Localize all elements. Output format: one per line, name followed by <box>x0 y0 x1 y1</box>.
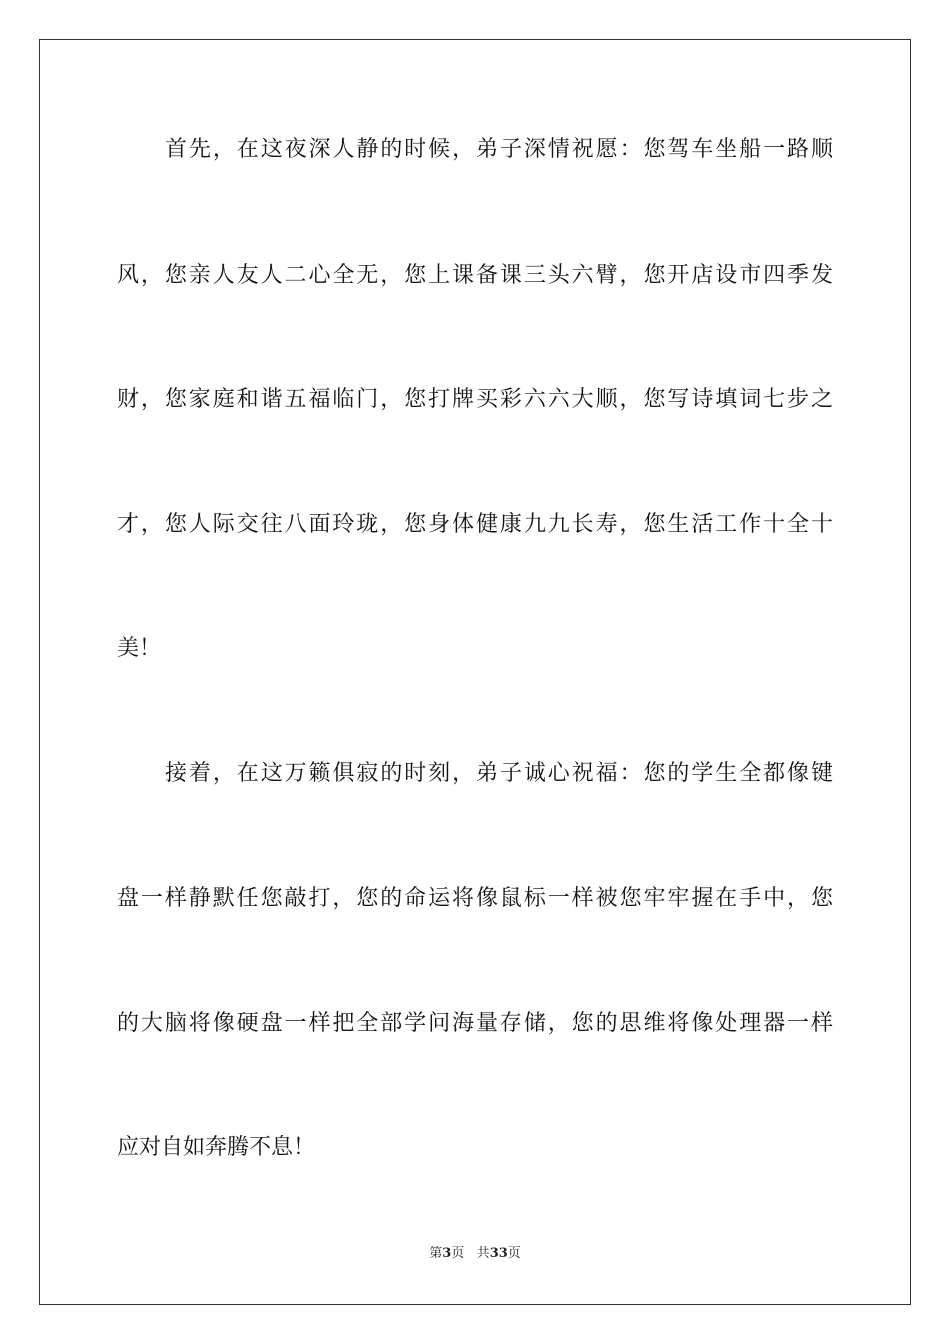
footer-total-suffix: 页 <box>507 1246 521 1261</box>
paragraph-2-line-3: 的大脑将像硬盘一样把全部学问海量存储，您的思维将像处理器一样 <box>117 1011 833 1036</box>
page-border <box>39 39 911 1305</box>
paragraph-2-line-1: 接着，在这万籁俱寂的时刻，弟子诚心祝福：您的学生全都像键 <box>165 761 833 786</box>
paragraph-2-line-2: 盘一样静默任您敲打，您的命运将像鼠标一样被您牢牢握在手中，您 <box>117 886 833 911</box>
footer-page-number: 3 <box>442 1246 452 1261</box>
paragraph-1-line-5: 美！ <box>117 636 162 661</box>
footer-total-prefix: 共 <box>476 1246 490 1261</box>
paragraph-1-line-4: 才，您人际交往八面玲珑，您身体健康九九长寿，您生活工作十全十 <box>117 512 833 537</box>
paragraph-1-line-2: 风，您亲人友人二心全无，您上课备课三头六臂，您开店设市四季发 <box>117 263 833 288</box>
paragraph-1-line-1: 首先，在这夜深人静的时候，弟子深情祝愿：您驾车坐船一路顺 <box>165 137 833 162</box>
page-footer <box>0 1245 950 1263</box>
footer-total-pages: 33 <box>489 1246 508 1261</box>
footer-page-prefix: 第 <box>429 1246 443 1261</box>
footer-page-suffix: 页 <box>451 1246 465 1261</box>
paragraph-2-line-4: 应对自如奔腾不息！ <box>117 1135 316 1160</box>
paragraph-1-line-3: 财，您家庭和谐五福临门，您打牌买彩六六大顺，您写诗填词七步之 <box>117 387 833 412</box>
